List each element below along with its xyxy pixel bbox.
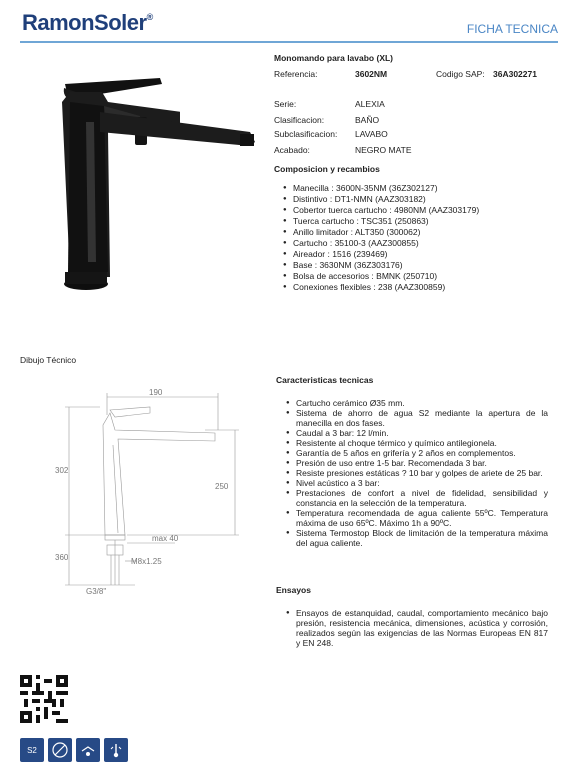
list-item: ● Cobertor tuerca cartucho : 4980NM (AAZ303179) <box>283 205 563 216</box>
composition-title: Composicion y recambios <box>274 164 380 174</box>
dim-height-right: 250 <box>215 482 229 491</box>
tests-title: Ensayos <box>276 585 311 595</box>
list-item: ● Anillo limitador : ALT350 (300062) <box>283 227 563 238</box>
list-item: ● Conexiones flexibles : 238 (AAZ300859) <box>283 282 563 293</box>
attr-label: Serie: <box>274 99 297 109</box>
temperature-limit-icon <box>104 738 128 762</box>
list-item: ● Sistema de ahorro de agua S2 mediante la apertura de la manecilla en dos fases. <box>286 408 548 428</box>
dim-height-left: 302 <box>55 466 69 475</box>
qr-code <box>20 675 68 723</box>
list-item: ● Nivel acústico a 3 bar: <box>286 478 548 488</box>
reference-value: 3602NM <box>355 69 388 79</box>
list-item: ● Aireador : 1516 (239469) <box>283 249 563 260</box>
brand-logo <box>22 10 153 36</box>
header-rule <box>20 41 558 43</box>
list-item: ● Bolsa de accesorios : BMNK (250710) <box>283 271 563 282</box>
attr-label: Clasificacion: <box>274 115 325 125</box>
s2-eco-icon <box>20 738 44 762</box>
list-item: ● Temperatura recomendada de agua caliente 55ºC. Temperatura máxima de uso 65ºC. Máximo 1h a 90ºC. <box>286 508 548 528</box>
attr-value: BAÑO <box>355 115 380 125</box>
list-item: ● Garantía de 5 años en grifería y 2 años en complementos. <box>286 448 548 458</box>
list-item: ● Cartucho cerámico Ø35 mm. <box>286 398 548 408</box>
dim-width-top: 190 <box>149 388 163 397</box>
attr-label: Acabado: <box>274 145 310 155</box>
cold-start-icon <box>76 738 100 762</box>
reference-label: Referencia: <box>274 69 318 79</box>
list-item: ● Manecilla : 3600N-35NM (36Z302127) <box>283 183 563 194</box>
attr-label: Subclasificacion: <box>274 129 338 139</box>
attr-value: NEGRO MATE <box>355 145 412 155</box>
list-item: ● Cartucho : 35100-3 (AAZ300855) <box>283 238 563 249</box>
list-item: ● Tuerca cartucho : TSC351 (250863) <box>283 216 563 227</box>
drawing-title: Dibujo Técnico <box>20 355 77 365</box>
dim-thread: M8x1.25 <box>131 557 162 566</box>
sap-value: 36A302271 <box>493 69 537 79</box>
list-item: ● Caudal a 3 bar: 12 l/min. <box>286 428 548 438</box>
list-item: ● Resistente al choque térmico y químico antilegionela. <box>286 438 548 448</box>
list-item: ● Distintivo : DT1-NMN (AAZ303182) <box>283 194 563 205</box>
list-item: ● Base : 3630NM (36Z303176) <box>283 260 563 271</box>
no-lime-icon <box>48 738 72 762</box>
document-type: FICHA TECNICA <box>466 22 558 36</box>
attr-value: ALEXIA <box>355 99 385 109</box>
list-item: ● Ensayos de estanquidad, caudal, comportamiento mecánico bajo presión, resistencia mecánica, dimensiones, acústica y corrosión, realizados según las exigencias de las Normas Europeas EN 817 y EN 248. <box>286 608 548 648</box>
list-item: ● Resiste presiones estáticas ? 10 bar y golpes de ariete de 25 bar. <box>286 468 548 478</box>
product-spout <box>100 112 260 152</box>
brand-name: RamonSoler <box>22 10 147 35</box>
product-photo <box>40 62 180 312</box>
list-item: ● Presión de uso entre 1-5 bar. Recomendada 3 bar. <box>286 458 548 468</box>
dim-connection: G3/8" <box>86 587 107 596</box>
characteristics-list <box>286 398 548 548</box>
sap-label: Codigo SAP: <box>436 69 485 79</box>
list-item: ● Prestaciones de confort a nivel de fidelidad, sensibilidad y constancia en la selección de la temperatura. <box>286 488 548 508</box>
composition-list <box>283 183 563 293</box>
list-item: ● Sistema Termostop Block de limitación de la temperatura máxima del agua caliente. <box>286 528 548 548</box>
dim-max: max 40 <box>152 534 179 543</box>
brand-registered-mark: ® <box>146 12 153 22</box>
s2-eco-label: S2 <box>27 745 37 755</box>
tests-list <box>286 608 548 648</box>
feature-icons <box>20 738 128 762</box>
attr-value: LAVABO <box>355 129 388 139</box>
characteristics-title: Caracteristicas tecnicas <box>276 375 374 385</box>
product-title: Monomando para lavabo (XL) <box>274 53 394 63</box>
dim-bottom: 360 <box>55 553 69 562</box>
technical-drawing <box>55 385 255 600</box>
